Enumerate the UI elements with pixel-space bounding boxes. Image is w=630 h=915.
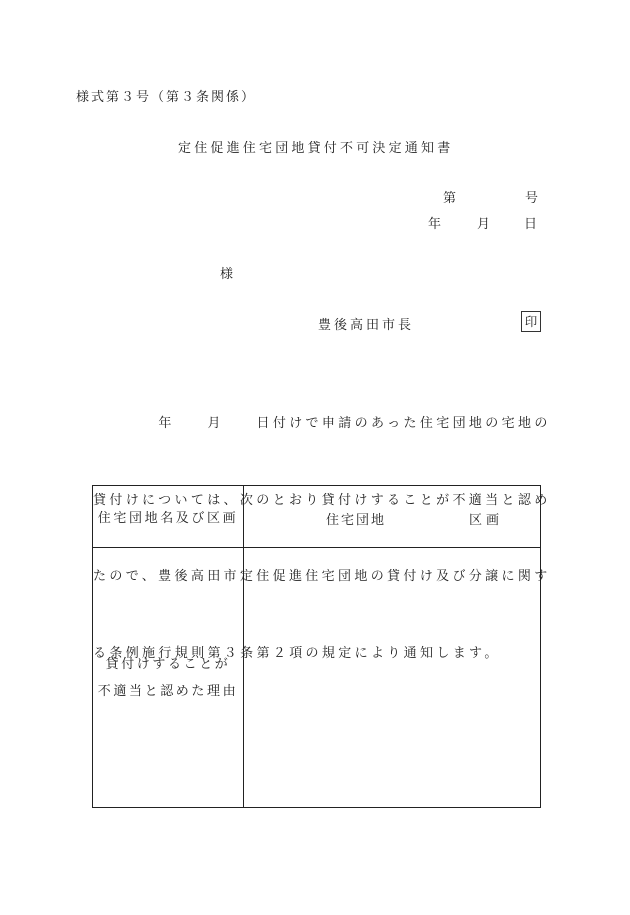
lot-word: 区画: [469, 513, 504, 528]
date-day: 日: [524, 217, 541, 232]
housing-estate-word: 住宅団地: [326, 513, 387, 528]
lot-label-cell: [93, 486, 244, 548]
document-title: 定住促進住宅団地貸付不可決定通知書: [178, 141, 454, 156]
body-line: る条例施行規則第３条第２項の規定により通知します。: [93, 645, 501, 661]
number-suffix: 号: [525, 191, 542, 206]
table-row: [93, 486, 541, 548]
lot-label: 住宅団地名及び区画: [97, 511, 239, 526]
issuer-name: 豊後高田市長: [318, 318, 415, 333]
seal-mark: 印: [521, 311, 541, 332]
reason-label-line: 不適当と認めた理由: [97, 683, 239, 699]
info-table: [92, 485, 541, 808]
number-prefix: 第: [443, 191, 460, 206]
date-month: 月: [477, 217, 494, 232]
body-line: 貸付けについては、次のとおり貸付けすることが不適当と認め: [93, 492, 551, 508]
form-number: 様式第３号（第３条関係）: [76, 90, 257, 105]
addressee: 様: [220, 267, 237, 282]
date-year: 年: [428, 217, 445, 232]
table-row: [93, 548, 541, 808]
lot-value-cell: [244, 486, 541, 548]
body-line: 年 月 日付けで申請のあった住宅団地の宅地の: [93, 416, 551, 431]
reason-label-cell: [93, 548, 244, 808]
reason-label-line: 貸付けすることが: [105, 656, 231, 672]
reason-value-cell: [244, 548, 541, 808]
body-line: たので、豊後高田市定住促進住宅団地の貸付け及び分譲に関す: [93, 569, 551, 584]
